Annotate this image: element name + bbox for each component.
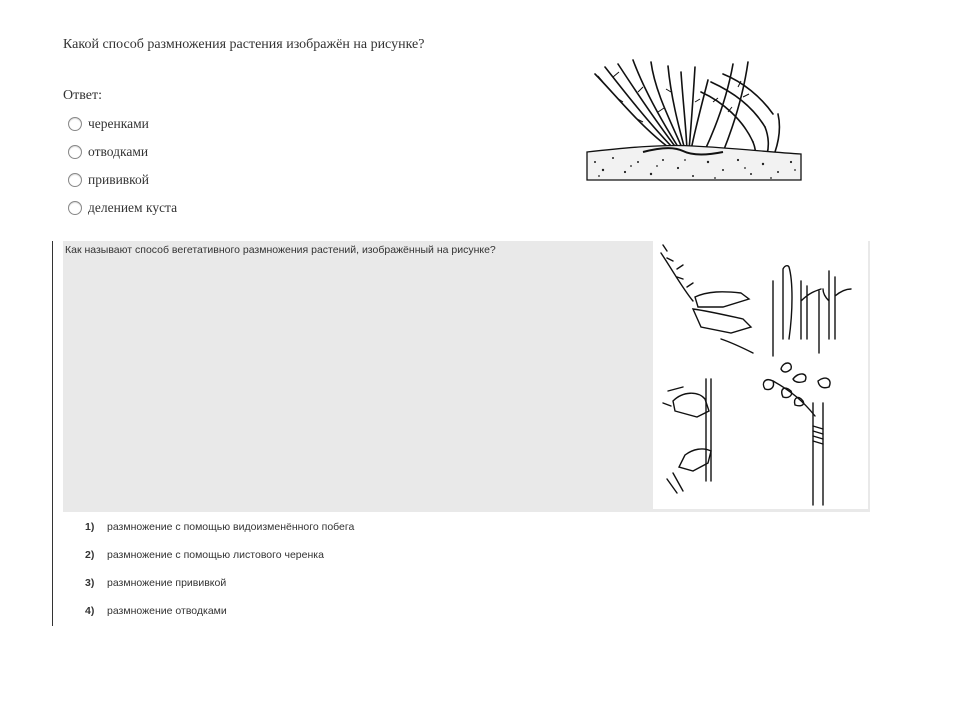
option-layering[interactable]	[85, 605, 227, 617]
question-1-title: Какой способ размножения растения изображён на рисунке?	[63, 37, 425, 52]
option-label: прививкой	[88, 172, 150, 187]
layering-plant-illustration	[583, 52, 805, 182]
option-bush-division[interactable]	[68, 198, 177, 218]
question-2-panel	[63, 241, 870, 512]
option-number: 4)	[85, 605, 95, 617]
option-label: размножение с помощью листового черенка	[107, 549, 324, 561]
option-label: размножение отводками	[107, 605, 227, 617]
option-number: 2)	[85, 549, 95, 561]
option-grafting[interactable]	[68, 170, 149, 190]
radio-button[interactable]	[68, 173, 82, 187]
radio-button[interactable]	[68, 201, 82, 215]
option-modified-shoot[interactable]	[85, 521, 354, 533]
radio-button[interactable]	[68, 145, 82, 159]
question-2	[52, 241, 873, 626]
option-number: 1)	[85, 521, 95, 533]
option-label: размножение с помощью видоизменённого побега	[107, 521, 355, 533]
answer-label: Ответ:	[63, 88, 102, 103]
question-2-title: Как называют способ вегетативного размножения растений, изображённый на рисунке?	[65, 244, 496, 256]
question-1	[0, 0, 960, 235]
option-grafting[interactable]	[85, 577, 226, 589]
option-number: 3)	[85, 577, 95, 589]
option-layering[interactable]	[68, 142, 148, 162]
option-cuttings[interactable]	[68, 114, 149, 134]
option-label: отводками	[88, 144, 149, 159]
grafting-illustration	[653, 241, 868, 509]
option-label: черенками	[88, 116, 149, 131]
option-label: размножение прививкой	[107, 577, 227, 589]
radio-button[interactable]	[68, 117, 82, 131]
option-leaf-cutting[interactable]	[85, 549, 324, 561]
option-label: делением куста	[88, 200, 178, 215]
